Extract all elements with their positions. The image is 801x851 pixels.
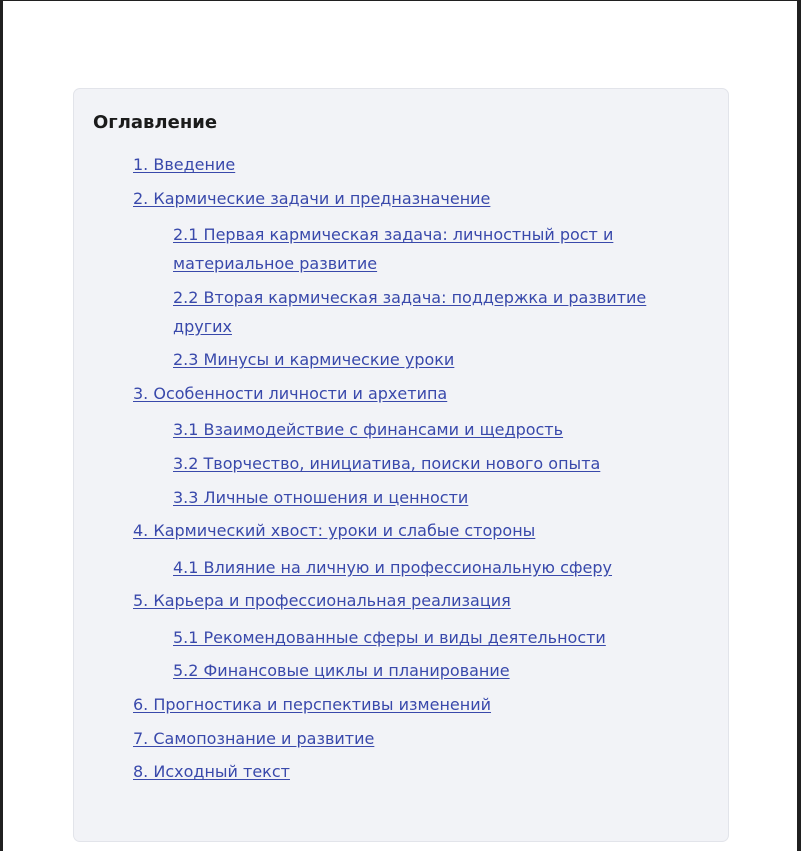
toc-link-minuses-lessons[interactable]: 2.3 Минусы и кармические уроки	[173, 350, 455, 370]
toc-link-first-karmic-task[interactable]: 2.1 Первая кармическая задача: личностный рост и материальное развитие	[173, 225, 614, 274]
toc-subitem	[173, 656, 709, 685]
toc-link-recommended-spheres[interactable]: 5.1 Рекомендованные сферы и виды деятельности	[173, 627, 606, 647]
toc-link-creativity-initiative[interactable]: 3.2 Творчество, инициатива, поиски нового опыта	[173, 453, 601, 473]
toc-link-prognostics[interactable]: 6. Прогностика и перспективы изменений	[133, 694, 492, 714]
toc-title: Оглавление	[93, 112, 218, 133]
toc-link-relationships-values[interactable]: 3.3 Личные отношения и ценности	[173, 487, 469, 507]
toc-link-career[interactable]: 5. Карьера и профессиональная реализация	[133, 591, 511, 611]
toc-subitem	[173, 345, 709, 374]
table-of-contents	[73, 88, 729, 842]
toc-subitem	[173, 415, 709, 444]
toc-sublist	[133, 415, 709, 511]
toc-subitem	[173, 623, 709, 652]
toc-link-personality-archetype[interactable]: 3. Особенности личности и архетипа	[133, 383, 448, 403]
toc-item	[133, 184, 709, 375]
toc-link-financial-cycles[interactable]: 5.2 Финансовые циклы и планирование	[173, 661, 510, 681]
toc-item	[133, 379, 709, 512]
toc-sublist	[133, 553, 709, 582]
toc-item	[133, 724, 709, 753]
toc-subitem	[173, 553, 709, 582]
toc-link-karmic-tail[interactable]: 4. Кармический хвост: уроки и слабые стороны	[133, 521, 536, 541]
toc-link-karmic-tasks[interactable]: 2. Кармические задачи и предназначение	[133, 188, 491, 208]
toc-subitem	[173, 283, 709, 341]
toc-link-finances-generosity[interactable]: 3.1 Взаимодействие с финансами и щедрость	[173, 420, 564, 440]
toc-link-self-knowledge[interactable]: 7. Самопознание и развитие	[133, 728, 375, 748]
toc-link-introduction[interactable]: 1. Введение	[133, 155, 236, 174]
toc-item	[133, 150, 709, 179]
toc-sublist	[133, 220, 709, 374]
toc-item	[133, 586, 709, 685]
toc-item	[133, 757, 709, 786]
toc-link-personal-professional-influence[interactable]: 4.1 Влияние на личную и профессиональную сферу	[173, 557, 613, 577]
toc-subitem	[173, 483, 709, 512]
toc-link-second-karmic-task[interactable]: 2.2 Вторая кармическая задача: поддержка и развитие других	[173, 287, 647, 336]
toc-sublist	[133, 623, 709, 686]
toc-subitem	[173, 220, 709, 278]
toc-link-source-text[interactable]: 8. Исходный текст	[133, 762, 290, 782]
toc-item	[133, 690, 709, 719]
toc-subitem	[173, 449, 709, 478]
toc-list	[93, 150, 709, 786]
toc-item	[133, 516, 709, 582]
